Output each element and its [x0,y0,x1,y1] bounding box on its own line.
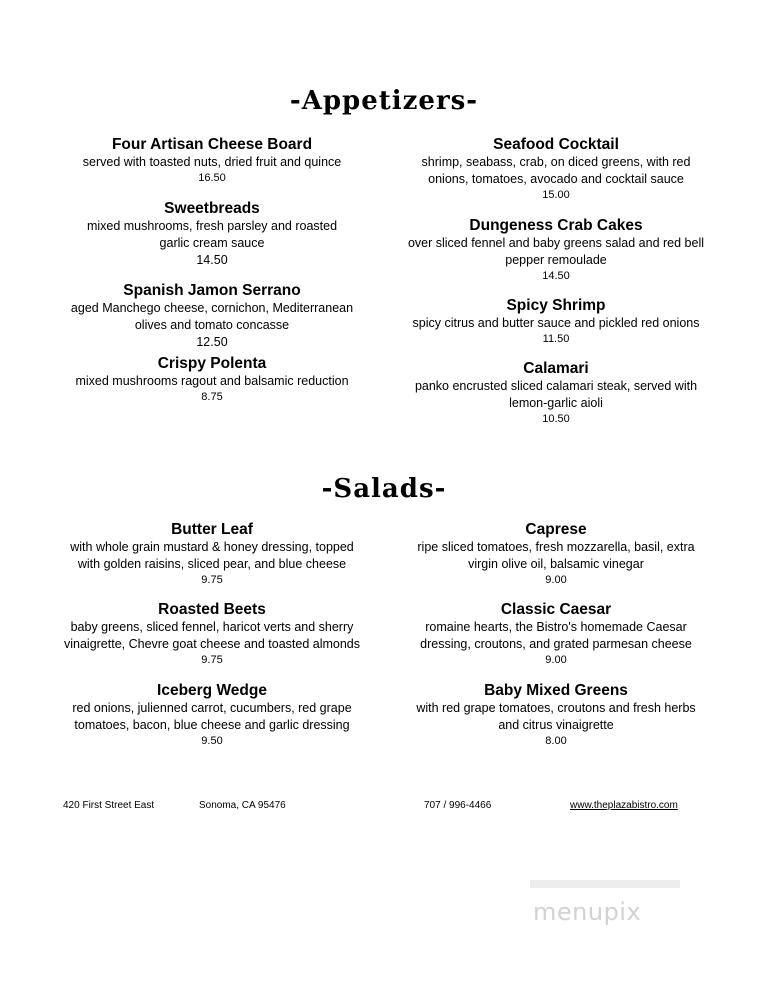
item-name: Caprese [525,521,587,538]
item-price: 12.50 [196,335,228,349]
item-price: 8.00 [545,735,567,747]
menu-item [52,354,372,404]
item-description: dressing, croutons, and grated parmesan cheese [420,637,692,651]
item-price: 9.00 [545,574,567,586]
watermark-bar [530,880,680,888]
item-description: olives and tomato concasse [134,318,290,332]
item-description: virgin olive oil, balsamic vinegar [468,557,644,571]
menu-item [396,296,716,346]
footer-website-link[interactable]: www.theplazabistro.com [570,800,678,811]
menu-item [52,600,372,667]
menu-item [52,199,372,269]
menu-item [396,681,716,748]
watermark-logo: menupix [533,898,642,926]
item-price: 9.50 [201,735,223,747]
item-price: 10.50 [542,413,570,425]
item-description: with golden raisins, sliced pear, and blue cheese [77,557,347,571]
menu-item [396,216,716,283]
item-description: panko encrusted sliced calamari steak, served with [414,379,698,393]
item-name: Roasted Beets [158,601,266,618]
menu-item [52,681,372,748]
item-description: shrimp, seabass, crab, on diced greens, with red [421,155,691,169]
item-price: 9.75 [201,574,223,586]
item-description: aged Manchego cheese, cornichon, Mediterranean [70,301,354,315]
appetizers-heading: -Appetizers- [289,86,479,116]
item-name: Iceberg Wedge [157,682,267,699]
item-name: Dungeness Crab Cakes [469,217,643,234]
item-description: spicy citrus and butter sauce and pickled red onions [412,316,700,330]
item-description: onions, tomatoes, avocado and cocktail sauce [428,172,684,186]
item-description: vinaigrette, Chevre goat cheese and toasted almonds [63,637,361,651]
item-price: 14.50 [196,253,228,267]
item-description: with whole grain mustard & honey dressing, topped [70,540,354,554]
item-name: Seafood Cocktail [493,136,619,153]
menu-item [52,281,372,351]
item-price: 9.00 [545,654,567,666]
item-description: served with toasted nuts, dried fruit and quince [82,155,342,169]
menu-item [52,520,372,587]
item-price: 16.50 [198,172,226,184]
item-name: Four Artisan Cheese Board [111,136,313,153]
menu-item [52,135,372,185]
menu-item [396,359,716,426]
item-description: baby greens, sliced fennel, haricot verts and sherry [70,620,354,634]
item-name: Classic Caesar [500,601,612,618]
item-name: Spanish Jamon Serrano [123,282,301,299]
footer-address: 420 First Street East [63,800,155,811]
item-price: 14.50 [542,270,570,282]
item-description: garlic cream sauce [159,236,265,250]
item-description: red onions, julienned carrot, cucumbers, red grape [72,701,352,715]
item-description: and citrus vinaigrette [498,718,614,732]
item-name: Butter Leaf [171,521,253,538]
menu-item [396,600,716,667]
item-description: lemon-garlic aioli [509,396,603,410]
item-description: pepper remoulade [505,253,607,267]
menu-item [396,520,716,587]
item-price: 8.75 [201,391,223,403]
item-name: Sweetbreads [164,200,260,217]
item-description: tomatoes, bacon, blue cheese and garlic dressing [74,718,350,732]
item-name: Spicy Shrimp [506,297,606,314]
footer-city: Sonoma, CA 95476 [199,800,286,811]
item-price: 9.75 [201,654,223,666]
item-name: Calamari [523,360,589,377]
item-description: with red grape tomatoes, croutons and fresh herbs [416,701,696,715]
item-description: mixed mushrooms, fresh parsley and roasted [86,219,338,233]
item-price: 15.00 [542,189,570,201]
menu-item [396,135,716,202]
item-name: Crispy Polenta [157,355,267,372]
salads-heading: -Salads- [321,474,447,504]
item-description: ripe sliced tomatoes, fresh mozzarella, basil, extra [417,540,695,554]
item-description: mixed mushrooms ragout and balsamic reduction [75,374,349,388]
item-price: 11.50 [542,333,570,345]
item-description: over sliced fennel and baby greens salad and red bell [407,236,705,250]
item-name: Baby Mixed Greens [484,682,628,699]
footer-phone: 707 / 996-4466 [424,800,492,811]
item-description: romaine hearts, the Bistro's homemade Caesar [425,620,687,634]
